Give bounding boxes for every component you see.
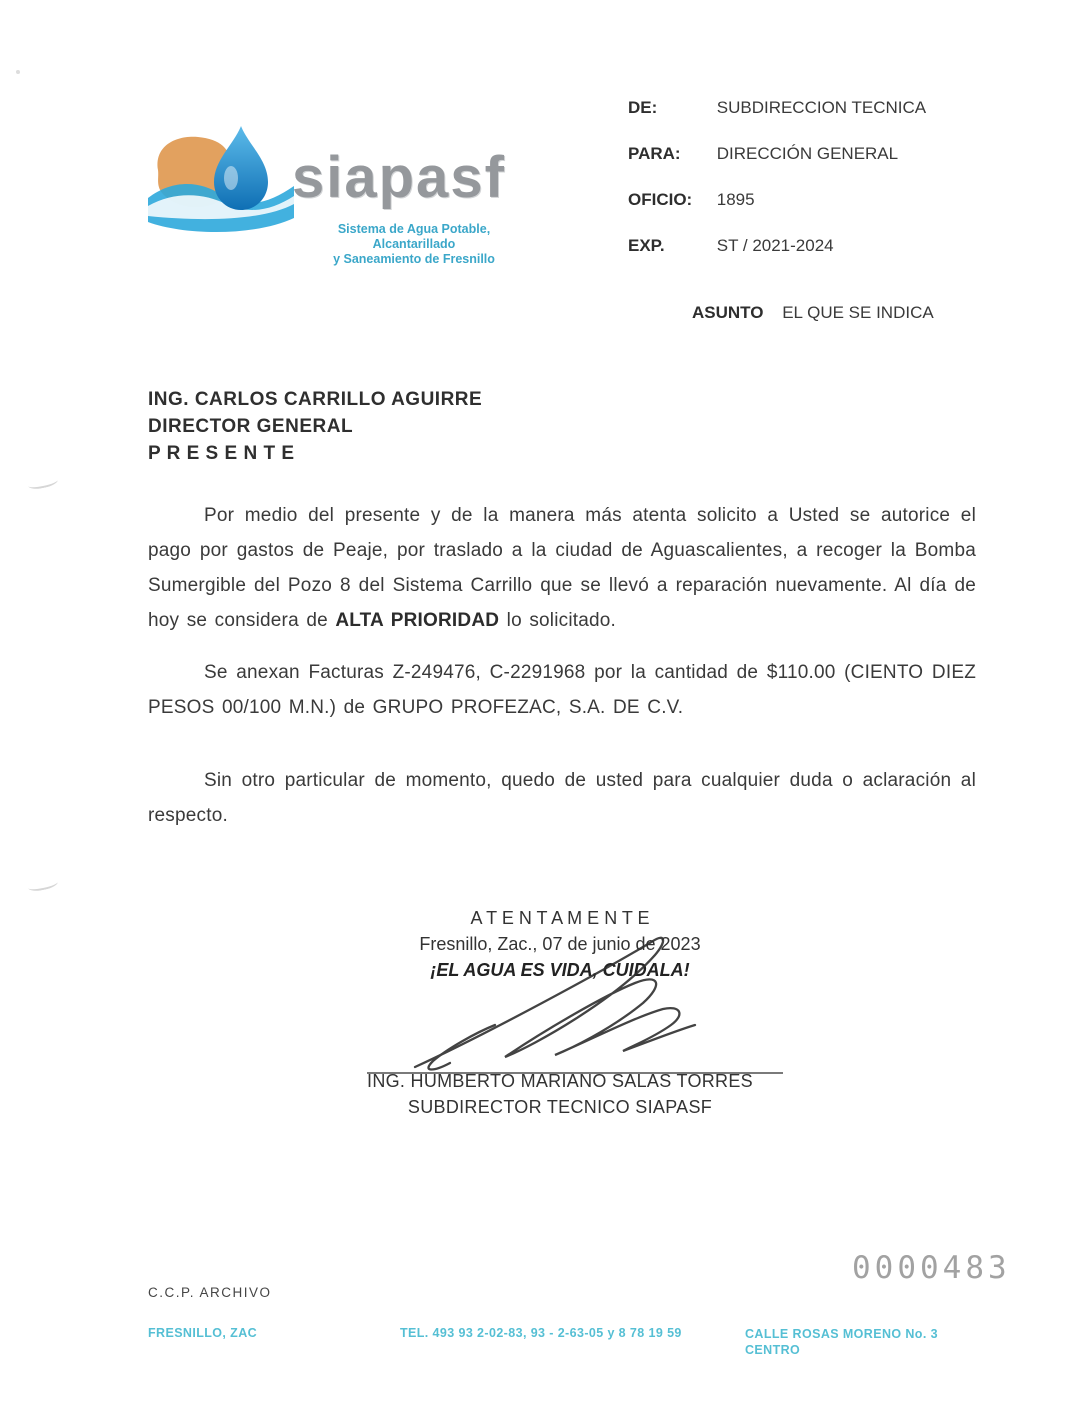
addressee-presente: P R E S E N T E [148, 443, 295, 464]
atentamente-line: A T E N T A M E N T E [470, 908, 650, 928]
field-exp [628, 236, 926, 256]
signer-title: SUBDIRECTOR TECNICO SIAPASF [407, 1097, 713, 1117]
addressee-title: DIRECTOR GENERAL [148, 416, 354, 437]
header-fields [628, 98, 926, 282]
signer-name: ING. HUMBERTO MARIANO SALAS TORRES [367, 1071, 753, 1091]
siapasf-logo [146, 116, 546, 266]
footer-city: FRESNILLO, ZAC [148, 1326, 258, 1340]
signer-block [340, 1068, 780, 1120]
field-exp-label: EXP. [628, 236, 665, 255]
footer-phone: TEL. 493 93 2-02-83, 93 - 2-63-05 y 8 78 19 59 [400, 1326, 682, 1340]
addressee-name: ING. CARLOS CARRILLO AGUIRRE [148, 389, 483, 410]
field-asunto [692, 303, 934, 323]
date-line: Fresnillo, Zac., 07 de junio de 2023 [419, 934, 701, 954]
water-drop-icon [146, 118, 296, 243]
field-asunto-value: EL QUE SE INDICA [782, 303, 934, 322]
field-de [628, 98, 926, 118]
footer-address: CALLE ROSAS MORENO No. 3 CENTRO [745, 1327, 938, 1357]
folio-stamp-number: 0000483 [852, 1250, 1011, 1286]
field-oficio [628, 190, 926, 210]
paragraph-2: Se anexan Facturas Z-249476, C-2291968 por la cantidad de $110.00 (CIENTO DIEZ PESOS 00/100 M.N.) de GRUPO PROFEZAC, S.A. DE C.V. [148, 662, 976, 718]
field-para-value: DIRECCIÓN GENERAL [716, 144, 899, 163]
field-para-label: PARA: [628, 144, 681, 163]
scan-artifact [27, 877, 58, 893]
addressee-block [148, 386, 482, 467]
paragraph-1: Por medio del presente y de la manera más atenta solicito a Usted se autorice el pago por gastos de Peaje, por traslado a la ciudad de Aguascalientes, a recoger la Bomba Sumergible del Pozo 8 del Sistema Carrillo que se llevó a reparación nuevamente. Al día de hoy se considera de ALTA PRIORIDAD lo solicitado. [148, 505, 976, 631]
field-asunto-label: ASUNTO [692, 303, 764, 322]
scan-artifact [16, 70, 21, 75]
field-para [628, 144, 926, 164]
field-oficio-label: OFICIO: [628, 190, 693, 209]
slogan-line: ¡EL AGUA ES VIDA, CUIDALA! [430, 960, 690, 980]
field-de-value: SUBDIRECCION TECNICA [716, 98, 927, 117]
field-oficio-value: 1895 [716, 190, 755, 209]
paragraph-3: Sin otro particular de momento, quedo de usted para cualquier duda o aclaración al respecto. [148, 770, 976, 826]
letter-body [148, 498, 976, 850]
closing-block [330, 905, 790, 983]
logo-tagline: Sistema de Agua Potable, Alcantarillado y Saneamiento de Fresnillo [333, 222, 495, 266]
alta-prioridad-emphasis: ALTA PRIORIDAD [335, 610, 500, 631]
logo-brand-text: siapasf [292, 145, 506, 210]
field-exp-value: ST / 2021-2024 [716, 236, 834, 255]
field-de-label: DE: [628, 98, 658, 117]
scan-artifact [27, 475, 58, 491]
ccp-line: C.C.P. ARCHIVO [148, 1285, 272, 1300]
